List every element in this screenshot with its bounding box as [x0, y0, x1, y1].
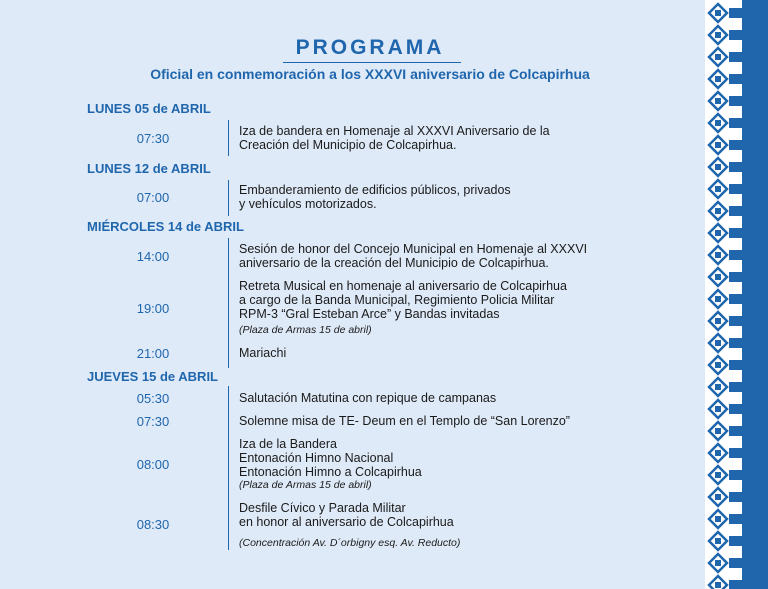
border-step — [729, 96, 742, 106]
border-step — [729, 74, 742, 84]
border-step — [729, 118, 742, 128]
diamond-center — [715, 538, 721, 544]
diamond-center — [715, 406, 721, 412]
event-time: 08:00 — [136, 457, 170, 472]
border-step — [729, 448, 742, 458]
diamond-center — [715, 296, 721, 302]
event-time: 07:30 — [136, 414, 170, 429]
border-step — [729, 294, 742, 304]
day-heading-jueves-15: JUEVES 15 de ABRIL — [87, 369, 219, 384]
event-description: Sesión de honor del Concejo Municipal en Homenaje al XXXVI aniversario de la creación del Municipio de Colcapirhua. — [239, 242, 588, 270]
event-time: 21:00 — [136, 346, 170, 361]
timeline-divider — [228, 386, 229, 550]
diamond-center — [715, 230, 721, 236]
border-step — [729, 360, 742, 370]
border-step — [729, 162, 742, 172]
border-step — [729, 426, 742, 436]
border-step — [729, 140, 742, 150]
event-time: 05:30 — [136, 391, 170, 406]
border-step — [729, 316, 742, 326]
event-location-note: (Plaza de Armas 15 de abril) — [239, 324, 372, 336]
diamond-center — [715, 54, 721, 60]
event-description: Iza de bandera en Homenaje al XXXVI Aniversario de la Creación del Municipio de Colcapirhua. — [239, 124, 550, 152]
title-underline — [283, 62, 461, 63]
diamond-center — [715, 582, 721, 588]
diamond-center — [715, 120, 721, 126]
event-description: Mariachi — [239, 346, 287, 360]
diamond-center — [715, 362, 721, 368]
event-description: Salutación Matutina con repique de campanas — [239, 391, 497, 405]
event-description: Retreta Musical en homenaje al aniversario de Colcapirhua a cargo de la Banda Municipal, Regimiento Policia Militar RPM-3 “Gral Esteban Arce” y Bandas invitadas — [239, 279, 567, 321]
diamond-center — [715, 472, 721, 478]
diamond-center — [715, 340, 721, 346]
timeline-divider — [228, 120, 229, 156]
border-step — [729, 8, 742, 18]
day-heading-lunes-12: LUNES 12 de ABRIL — [87, 161, 211, 176]
event-time: 14:00 — [136, 249, 170, 264]
andean-diamond-pattern-icon — [705, 0, 742, 589]
border-step — [729, 470, 742, 480]
border-step — [729, 206, 742, 216]
timeline-divider — [228, 238, 229, 368]
page-title: PROGRAMA — [295, 36, 445, 59]
event-time: 07:30 — [136, 131, 170, 146]
day-heading-lunes-05: LUNES 05 de ABRIL — [87, 101, 211, 116]
event-description: Solemne misa de TE- Deum en el Templo de “San Lorenzo” — [239, 414, 570, 428]
timeline-divider — [228, 180, 229, 216]
diamond-center — [715, 10, 721, 16]
event-location-note: (Plaza de Armas 15 de abril) — [239, 479, 372, 491]
border-step — [729, 492, 742, 502]
event-description: Desfile Cívico y Parada Militar en honor al aniversario de Colcapirhua — [239, 501, 454, 529]
border-step — [729, 250, 742, 260]
diamond-center — [715, 98, 721, 104]
diamond-center — [715, 142, 721, 148]
diamond-center — [715, 428, 721, 434]
diamond-center — [715, 560, 721, 566]
border-step — [729, 536, 742, 546]
event-time: 19:00 — [136, 301, 170, 316]
border-step — [729, 382, 742, 392]
diamond-center — [715, 208, 721, 214]
diamond-center — [715, 186, 721, 192]
diamond-center — [715, 516, 721, 522]
border-step — [729, 272, 742, 282]
day-heading-miercoles-14: MIÉRCOLES 14 de ABRIL — [87, 219, 244, 234]
border-step — [729, 30, 742, 40]
border-step — [729, 52, 742, 62]
diamond-center — [715, 252, 721, 258]
border-step — [729, 338, 742, 348]
diamond-center — [715, 450, 721, 456]
border-step — [729, 404, 742, 414]
diamond-center — [715, 274, 721, 280]
diamond-center — [715, 76, 721, 82]
diamond-center — [715, 32, 721, 38]
diamond-center — [715, 164, 721, 170]
border-step — [729, 184, 742, 194]
event-time: 07:00 — [136, 190, 170, 205]
event-time: 08:30 — [136, 517, 170, 532]
border-step — [729, 514, 742, 524]
decorative-border-strip — [742, 0, 768, 589]
page-subtitle: Oficial en conmemoración a los XXXVI aniversario de Colcapirhua — [150, 66, 590, 82]
diamond-center — [715, 318, 721, 324]
event-description: Iza de la Bandera Entonación Himno Nacional Entonación Himno a Colcapirhua — [239, 437, 422, 479]
border-step — [729, 228, 742, 238]
event-description: Embanderamiento de edificios públicos, privados y vehículos motorizados. — [239, 183, 511, 211]
border-step — [729, 558, 742, 568]
event-location-note: (Concentración Av. D´orbigny esq. Av. Reducto) — [239, 537, 461, 549]
diamond-center — [715, 384, 721, 390]
diamond-center — [715, 494, 721, 500]
border-step — [729, 580, 742, 589]
